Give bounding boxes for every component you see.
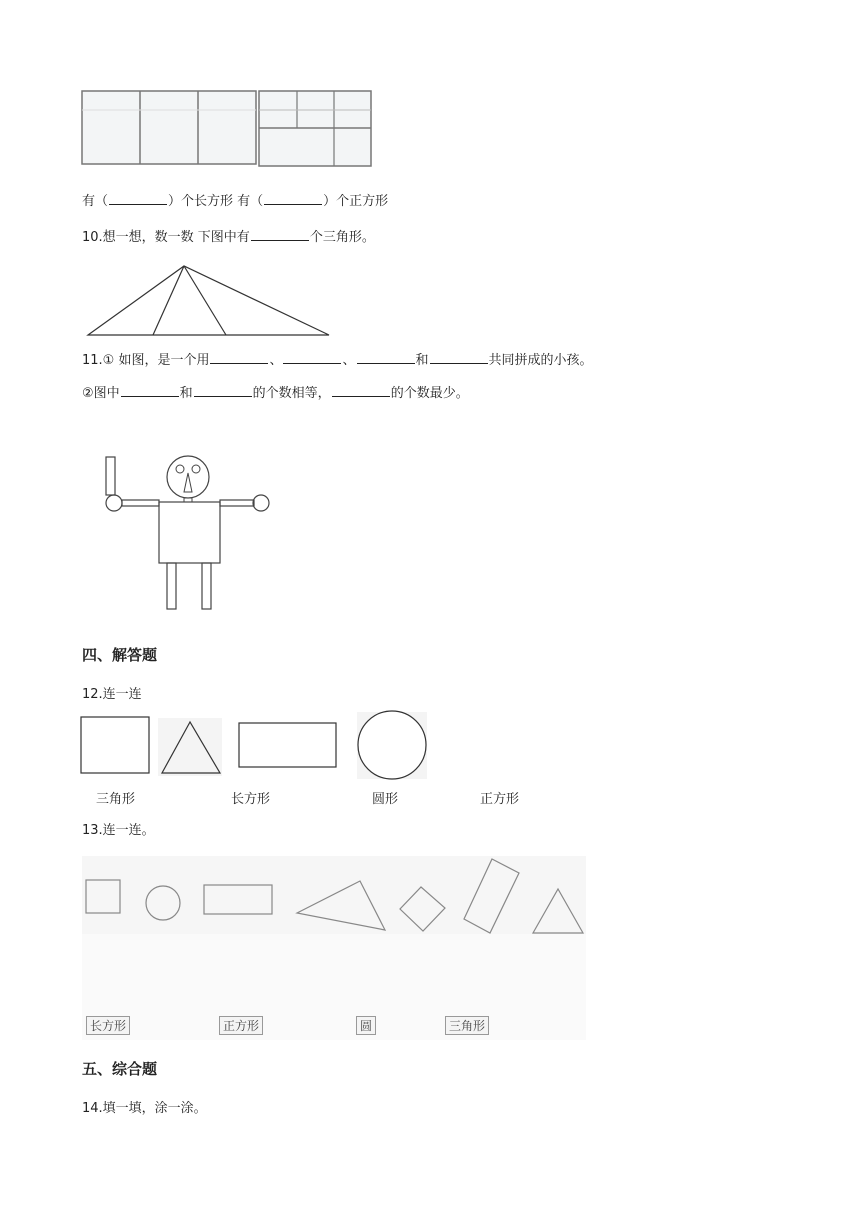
q12-prompt: 12.连一连	[82, 687, 142, 702]
q13-square-shape	[86, 880, 120, 913]
q9-text-3: ）个正方形	[323, 194, 389, 209]
q13-prompt: 13.连一连。	[82, 823, 155, 838]
q11-2-text-2: 的个数相等，	[252, 386, 331, 401]
q14-prompt: 14.填一填，涂一涂。	[82, 1101, 207, 1116]
section5-heading: 五、综合题	[82, 1060, 158, 1078]
q13-label-rectangle: 长方形	[86, 1016, 130, 1035]
q9-blank-rect-count[interactable]	[109, 192, 167, 205]
q11-2-sep-1: 和	[179, 386, 193, 401]
q13-tilted-rectangle-shape	[464, 859, 519, 933]
q12-label-square: 正方形	[480, 792, 520, 807]
q11-2-text-3: 的个数最少。	[390, 386, 469, 401]
q11-sep-2: 、	[342, 353, 356, 368]
q9-answer-line	[82, 192, 388, 211]
q12-label-rectangle: 长方形	[231, 792, 271, 807]
q10-text-after: 个三角形。	[309, 230, 375, 245]
q9-figure	[82, 90, 374, 168]
q10-question	[82, 228, 375, 247]
q11-line-2	[82, 384, 469, 403]
q11-blank-3[interactable]	[357, 351, 415, 364]
q13-tilted-square-shape	[400, 887, 445, 931]
q12-square-shape	[81, 717, 149, 773]
q12-label-triangle: 三角形	[96, 792, 136, 807]
q11-line-1	[82, 351, 593, 370]
q11-2-blank-1[interactable]	[121, 384, 179, 397]
q13-label-triangle: 三角形	[445, 1016, 489, 1035]
q11-blank-2[interactable]	[283, 351, 341, 364]
q11-sep-1: 、	[269, 353, 283, 368]
q9-text-1: 有（	[82, 194, 109, 209]
q11-child-figure	[100, 455, 275, 613]
q12-circle-shape	[358, 711, 426, 779]
q12-shapes	[80, 712, 430, 782]
q13-triangle-shape-2	[533, 889, 583, 933]
q10-text-before: 10.想一想，数一数 下图中有	[82, 230, 250, 245]
q11-2-text-1: ②图中	[82, 386, 120, 401]
section4-heading: 四、解答题	[82, 646, 158, 664]
q11-text-5: 共同拼成的小孩。	[488, 353, 593, 368]
q13-label-circle: 圆	[356, 1016, 376, 1035]
q13-rectangle-shape	[204, 885, 272, 914]
q10-blank-triangle-count[interactable]	[251, 228, 309, 241]
q9-text-2: ）个长方形 有（	[168, 194, 264, 209]
q13-triangle-shape-1	[297, 881, 385, 930]
q9-blank-square-count[interactable]	[264, 192, 322, 205]
q11-sep-3: 和	[415, 353, 429, 368]
q11-2-blank-2[interactable]	[194, 384, 252, 397]
q13-circle-shape	[146, 886, 180, 920]
q11-blank-4[interactable]	[430, 351, 488, 364]
q13-figure	[82, 856, 586, 1040]
q11-blank-1[interactable]	[210, 351, 268, 364]
q12-label-circle: 圆形	[372, 792, 399, 807]
q11-2-blank-3[interactable]	[332, 384, 390, 397]
q11-text-1: 11.① 如图，是一个用	[82, 353, 210, 368]
q12-rectangle-shape	[239, 723, 336, 767]
q10-triangle-figure	[86, 264, 332, 338]
q13-label-square: 正方形	[219, 1016, 263, 1035]
